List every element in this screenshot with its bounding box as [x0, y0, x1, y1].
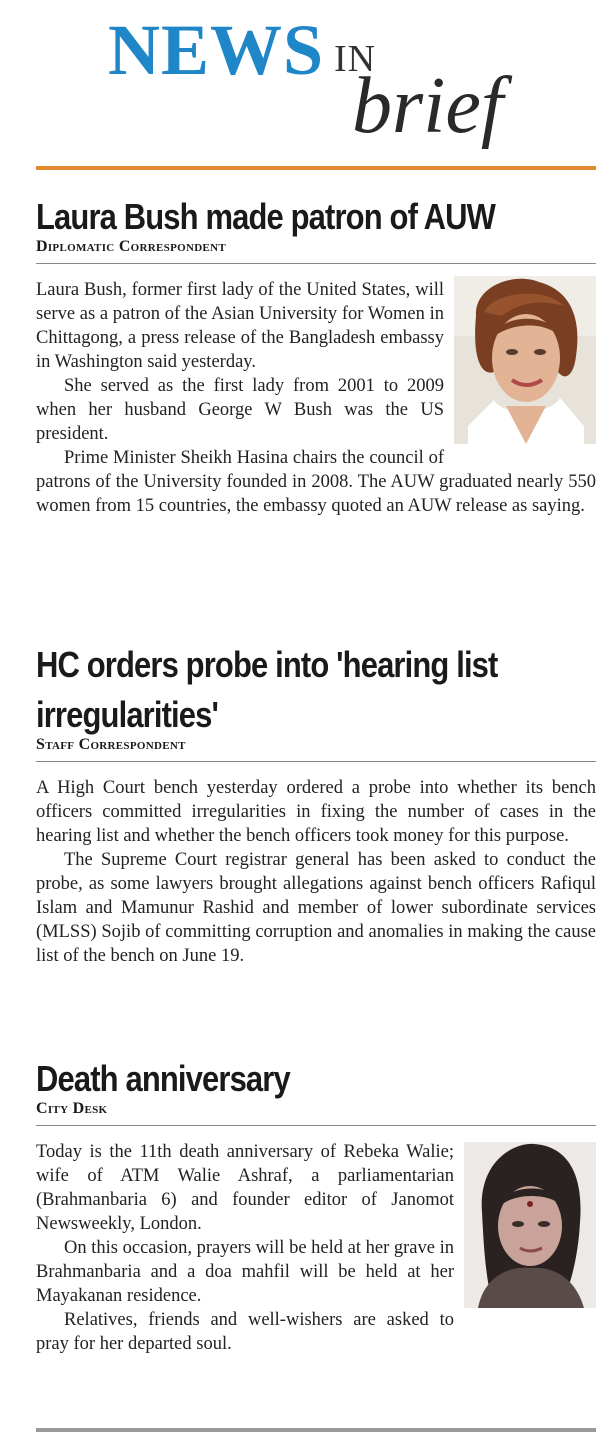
story-paragraph: Prime Minister Sheikh Hasina chairs the council of patrons of the University founded in 2008. The AUW graduated nearly 550 women from 15 countries, the embassy quoted an AUW release as saying.	[36, 448, 596, 516]
story-headline-line2: irregularities'	[36, 694, 219, 735]
story-paragraph: The Supreme Court registrar general has been asked to conduct the probe, as some lawyers brought allegations against bench officers Rafiqul Islam and Mamunur Rashid and member of lower subordinate services (MLSS) Sojib of committing corruption and anomalies in making the cause list of the bench on June 19.	[36, 850, 596, 966]
story-divider	[36, 1125, 596, 1126]
rebeka-walie-photo	[464, 1142, 596, 1308]
story-byline: Staff Correspondent	[36, 736, 186, 753]
story-body	[36, 278, 596, 518]
masthead-in: IN	[334, 38, 377, 80]
story-paragraph: Laura Bush, former first lady of the United States, will serve as a patron of the Asian University for Women in Chittagong, a press release of the Bangladesh embassy in Washington said yesterday.	[36, 280, 444, 372]
story-paragraph: She served as the first lady from 2001 to 2009 when her husband George W Bush was the US president.	[36, 376, 444, 444]
story-death-anniversary	[36, 1054, 596, 1356]
story-body	[36, 1140, 596, 1356]
masthead-news: NEWS	[108, 10, 325, 90]
story-paragraph: On this occasion, prayers will be held at her grave in Brahmanbaria and a doa mahfil will be held at her Mayakanan residence.	[36, 1238, 454, 1306]
story-body	[36, 776, 596, 968]
story-headline	[36, 640, 595, 740]
story-headline: Laura Bush made patron of AUW	[36, 196, 495, 237]
story-paragraph: Today is the 11th death anniversary of Rebeka Walie; wife of ATM Walie Ashraf, a parliamentarian (Brahmanbaria 6) and founder editor of Janomot Newsweekly, London.	[36, 1142, 454, 1234]
masthead-brief: brief	[352, 62, 504, 150]
story-paragraph: Relatives, friends and well-wishers are asked to pray for her departed soul.	[36, 1310, 454, 1354]
laura-bush-photo	[454, 276, 596, 444]
story-headline: Death anniversary	[36, 1058, 290, 1099]
story-paragraph: A High Court bench yesterday ordered a probe into whether its bench officers committed irregularities in fixing the number of cases in the hearing list and whether the bench officers took money for this purpose.	[36, 778, 596, 846]
masthead	[0, 0, 610, 170]
story-headline-line1: HC orders probe into 'hearing list	[36, 644, 498, 685]
page-bottom-rule	[36, 1428, 596, 1432]
story-divider	[36, 263, 596, 264]
story-divider	[36, 761, 596, 762]
story-laura-bush	[36, 192, 596, 518]
masthead-divider	[36, 166, 596, 170]
story-byline: City Desk	[36, 1100, 108, 1117]
story-byline: Diplomatic Correspondent	[36, 238, 226, 255]
story-hc-probe	[36, 640, 596, 968]
